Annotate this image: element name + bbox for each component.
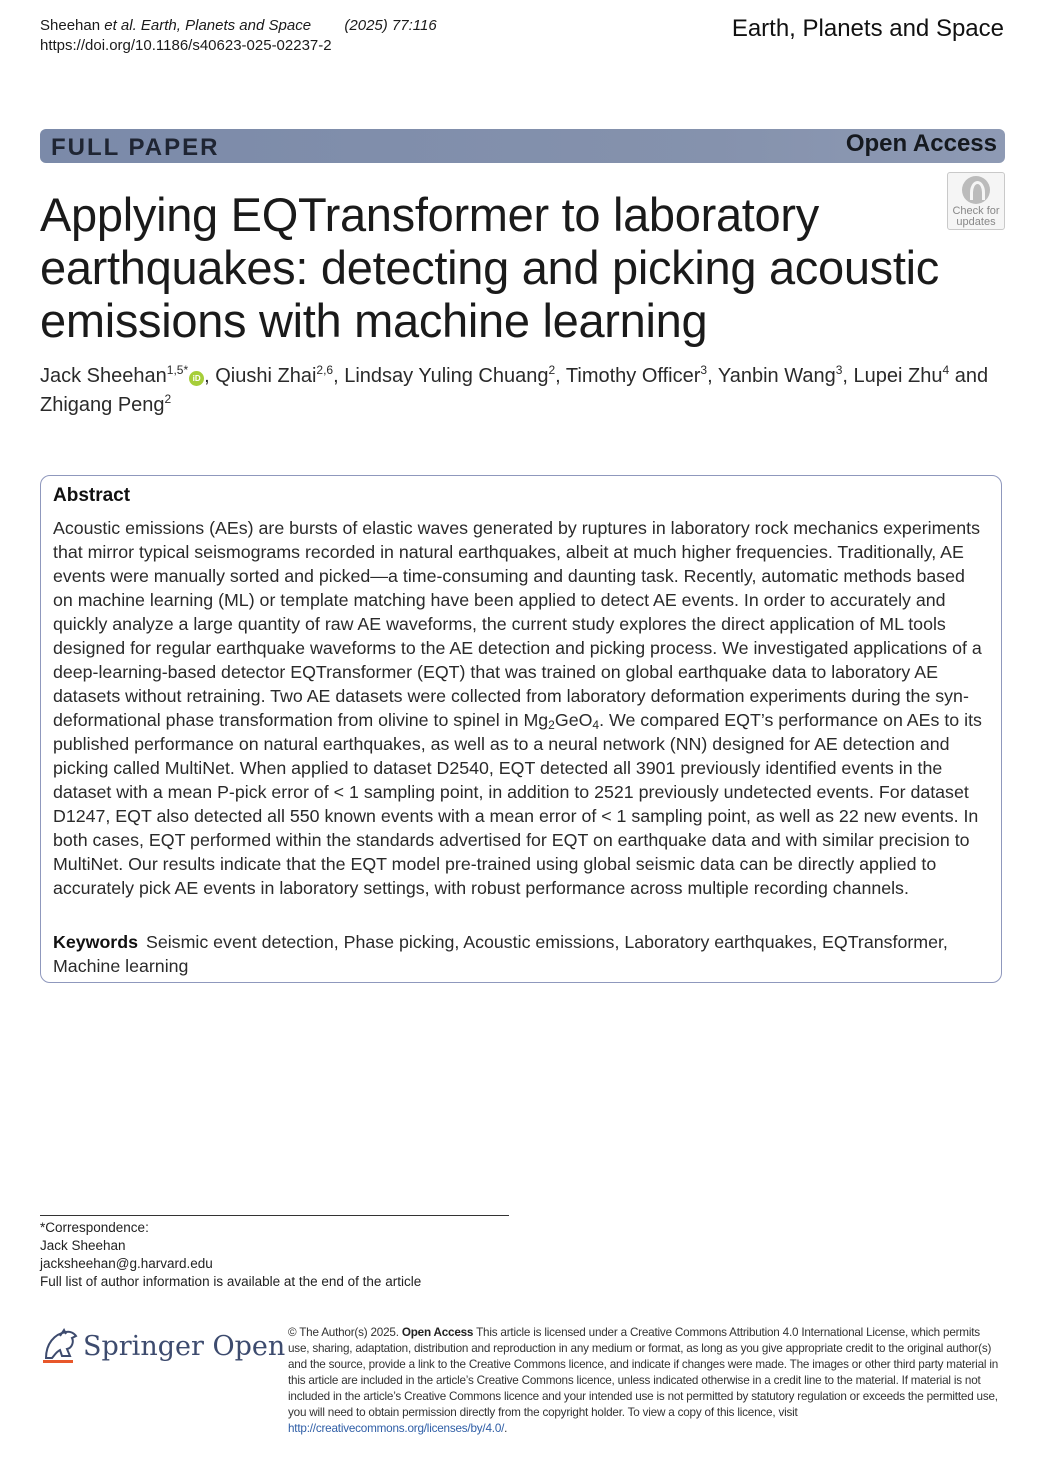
license-open-access: Open Access — [401, 1326, 474, 1339]
check-for-updates-badge[interactable] — [947, 172, 1005, 230]
keywords-list: Seismic event detection, Phase picking, Acoustic emissions, Laboratory earthquakes, EQTransformer, Machine learning — [53, 932, 948, 976]
crossmark-icon — [962, 176, 990, 204]
author-name[interactable]: Yanbin Wang — [717, 365, 836, 387]
correspondence-note — [40, 1219, 421, 1291]
author-affiliation: 4 — [942, 363, 950, 377]
journal-name: Earth, Planets and Space — [731, 15, 1004, 42]
author-affiliation: 2,6 — [316, 363, 334, 377]
correspondence-label: *Correspondence: — [40, 1220, 149, 1235]
article-type-label: FULL PAPER — [51, 134, 220, 161]
author-conjunction: and — [954, 365, 989, 387]
author-name[interactable]: Timothy Officer — [565, 365, 701, 387]
author-info-note: Full list of author information is available at the end of the article — [40, 1274, 422, 1289]
correspondence-name: Jack Sheehan — [40, 1238, 126, 1253]
subscript: 4 — [592, 718, 600, 732]
abstract-text-part: Acoustic emissions (AEs) are bursts of elastic waves generated by ruptures in laboratory rock mechanics experiments that mirror typical seismograms recorded in natural earthquakes, albeit at much higher frequencies. Traditionally, AE events were manually sorted and picked—a time-consuming and daunting task. Recently, automatic methods based on machine learning (ML) or template matching have been applied to detect AE events. In order to accurately and quickly analyze a large quantity of raw AE waveforms, the current study explores the direct application of ML tools designed for regular earthquake waveforms to the AE detection and picking process. We investigated applications of a deep-learning-based detector EQTransformer (EQT) that was trained on global earthquake data to laboratory AE datasets without retraining. Two AE datasets were collected from laboratory deformation experiments during the syn-deformational phase transformation from olivine to spinel in Mg — [53, 518, 982, 730]
author-affiliation: 2 — [164, 392, 172, 406]
author-name[interactable]: Lindsay Yuling Chuang — [344, 365, 549, 387]
citation-author: Sheehan — [40, 17, 101, 34]
author-affiliation: 3 — [700, 363, 708, 377]
license-link[interactable]: http://creativecommons.org/licenses/by/4.0/ — [288, 1422, 505, 1435]
running-citation — [40, 16, 437, 35]
abstract-text-part: GeO — [554, 710, 593, 730]
keywords — [53, 930, 983, 978]
license-text: This article is licensed under a Creative Commons Attribution 4.0 International License, which permits use, sharing, adaptation, distribution and reproduction in any medium or format, as long as you give appropriate credit to the original author(s) and the source, provide a link to the Creative Commons licence, and indicate if changes were made. The images or other third party material in this article are included in the article’s Creative Commons licence, unless indicated otherwise in a credit line to the material. If material is not included in the article’s Creative Commons licence and your intended use is not permitted by statutory regulation or exceeds the permitted use, you will need to obtain permission directly from the copyright holder. To view a copy of this licence, visit — [288, 1326, 999, 1419]
article-type-banner — [40, 129, 1005, 163]
check-for-updates-label: Check for updates — [952, 205, 1000, 228]
publisher-name-suffix: Open — [212, 1331, 286, 1362]
orcid-icon[interactable]: iD — [189, 371, 204, 386]
citation-volume: (2025) 77:116 — [344, 17, 437, 34]
license-end: . — [504, 1422, 508, 1435]
open-access-label: Open Access — [845, 130, 997, 157]
license-statement — [288, 1325, 1000, 1437]
abstract-heading: Abstract — [53, 485, 131, 506]
copyright: © The Author(s) 2025. — [288, 1326, 399, 1339]
paper-title: Applying EQTransformer to laboratory earthquakes: detecting and picking acoustic emissions with machine learning — [40, 188, 939, 347]
author-name[interactable]: Jack Sheehan — [40, 365, 167, 387]
author-name[interactable]: Lupei Zhu — [853, 365, 943, 387]
doi-link[interactable]: https://doi.org/10.1186/s40623-025-02237-2 — [40, 37, 332, 54]
springer-open-logo — [83, 1331, 285, 1362]
subscript: 2 — [548, 718, 555, 732]
abstract-text — [53, 516, 983, 900]
publisher-name: Springer — [83, 1331, 204, 1362]
keywords-label: Keywords — [53, 932, 138, 952]
footnote-divider — [40, 1215, 509, 1216]
abstract-text-part: . We compared EQT’s performance on AEs to its published performance on natural earthquakes, as well as to a neural network (NN) designed for AE detection and picking called MultiNet. When applied to dataset D2540, EQT detected all 3901 previously identified events in the dataset with a mean P-pick error of < 1 sampling point, in addition to 2521 previously undetected events. For dataset D1247, EQT also detected all 550 known events with a mean error of < 1 sampling point, as well as 22 new events. In both cases, EQT performed within the standards advertised for EQT on earthquake data and with similar precision to MultiNet. Our results indicate that the EQT model pre-trained using global seismic data can be directly applied to accurately pick AE events in laboratory settings, with robust performance across multiple recording channels. — [53, 710, 982, 898]
author-affiliation: 2 — [548, 363, 556, 377]
author-name[interactable]: Zhigang Peng — [40, 394, 165, 416]
author-name[interactable]: Qiushi Zhai — [215, 365, 317, 387]
author-affiliation: 1,5* — [166, 363, 189, 377]
author-list: Jack Sheehan$^{1,5*}$iD , Qiushi Zhai$^{2,6}$, Lindsay Yuling Chuang$^2$, Timothy Officer$^3$, Yanbin Wang$^3$, Lupei Zhu$^4$ and Zhigang Peng$^2$ — [40, 363, 989, 416]
author-affiliation: 3 — [835, 363, 843, 377]
correspondence-email[interactable]: jacksheehan@g.harvard.edu — [40, 1256, 213, 1271]
citation-journal: et al. Earth, Planets and Space — [104, 17, 312, 34]
abstract-box — [40, 475, 1002, 983]
